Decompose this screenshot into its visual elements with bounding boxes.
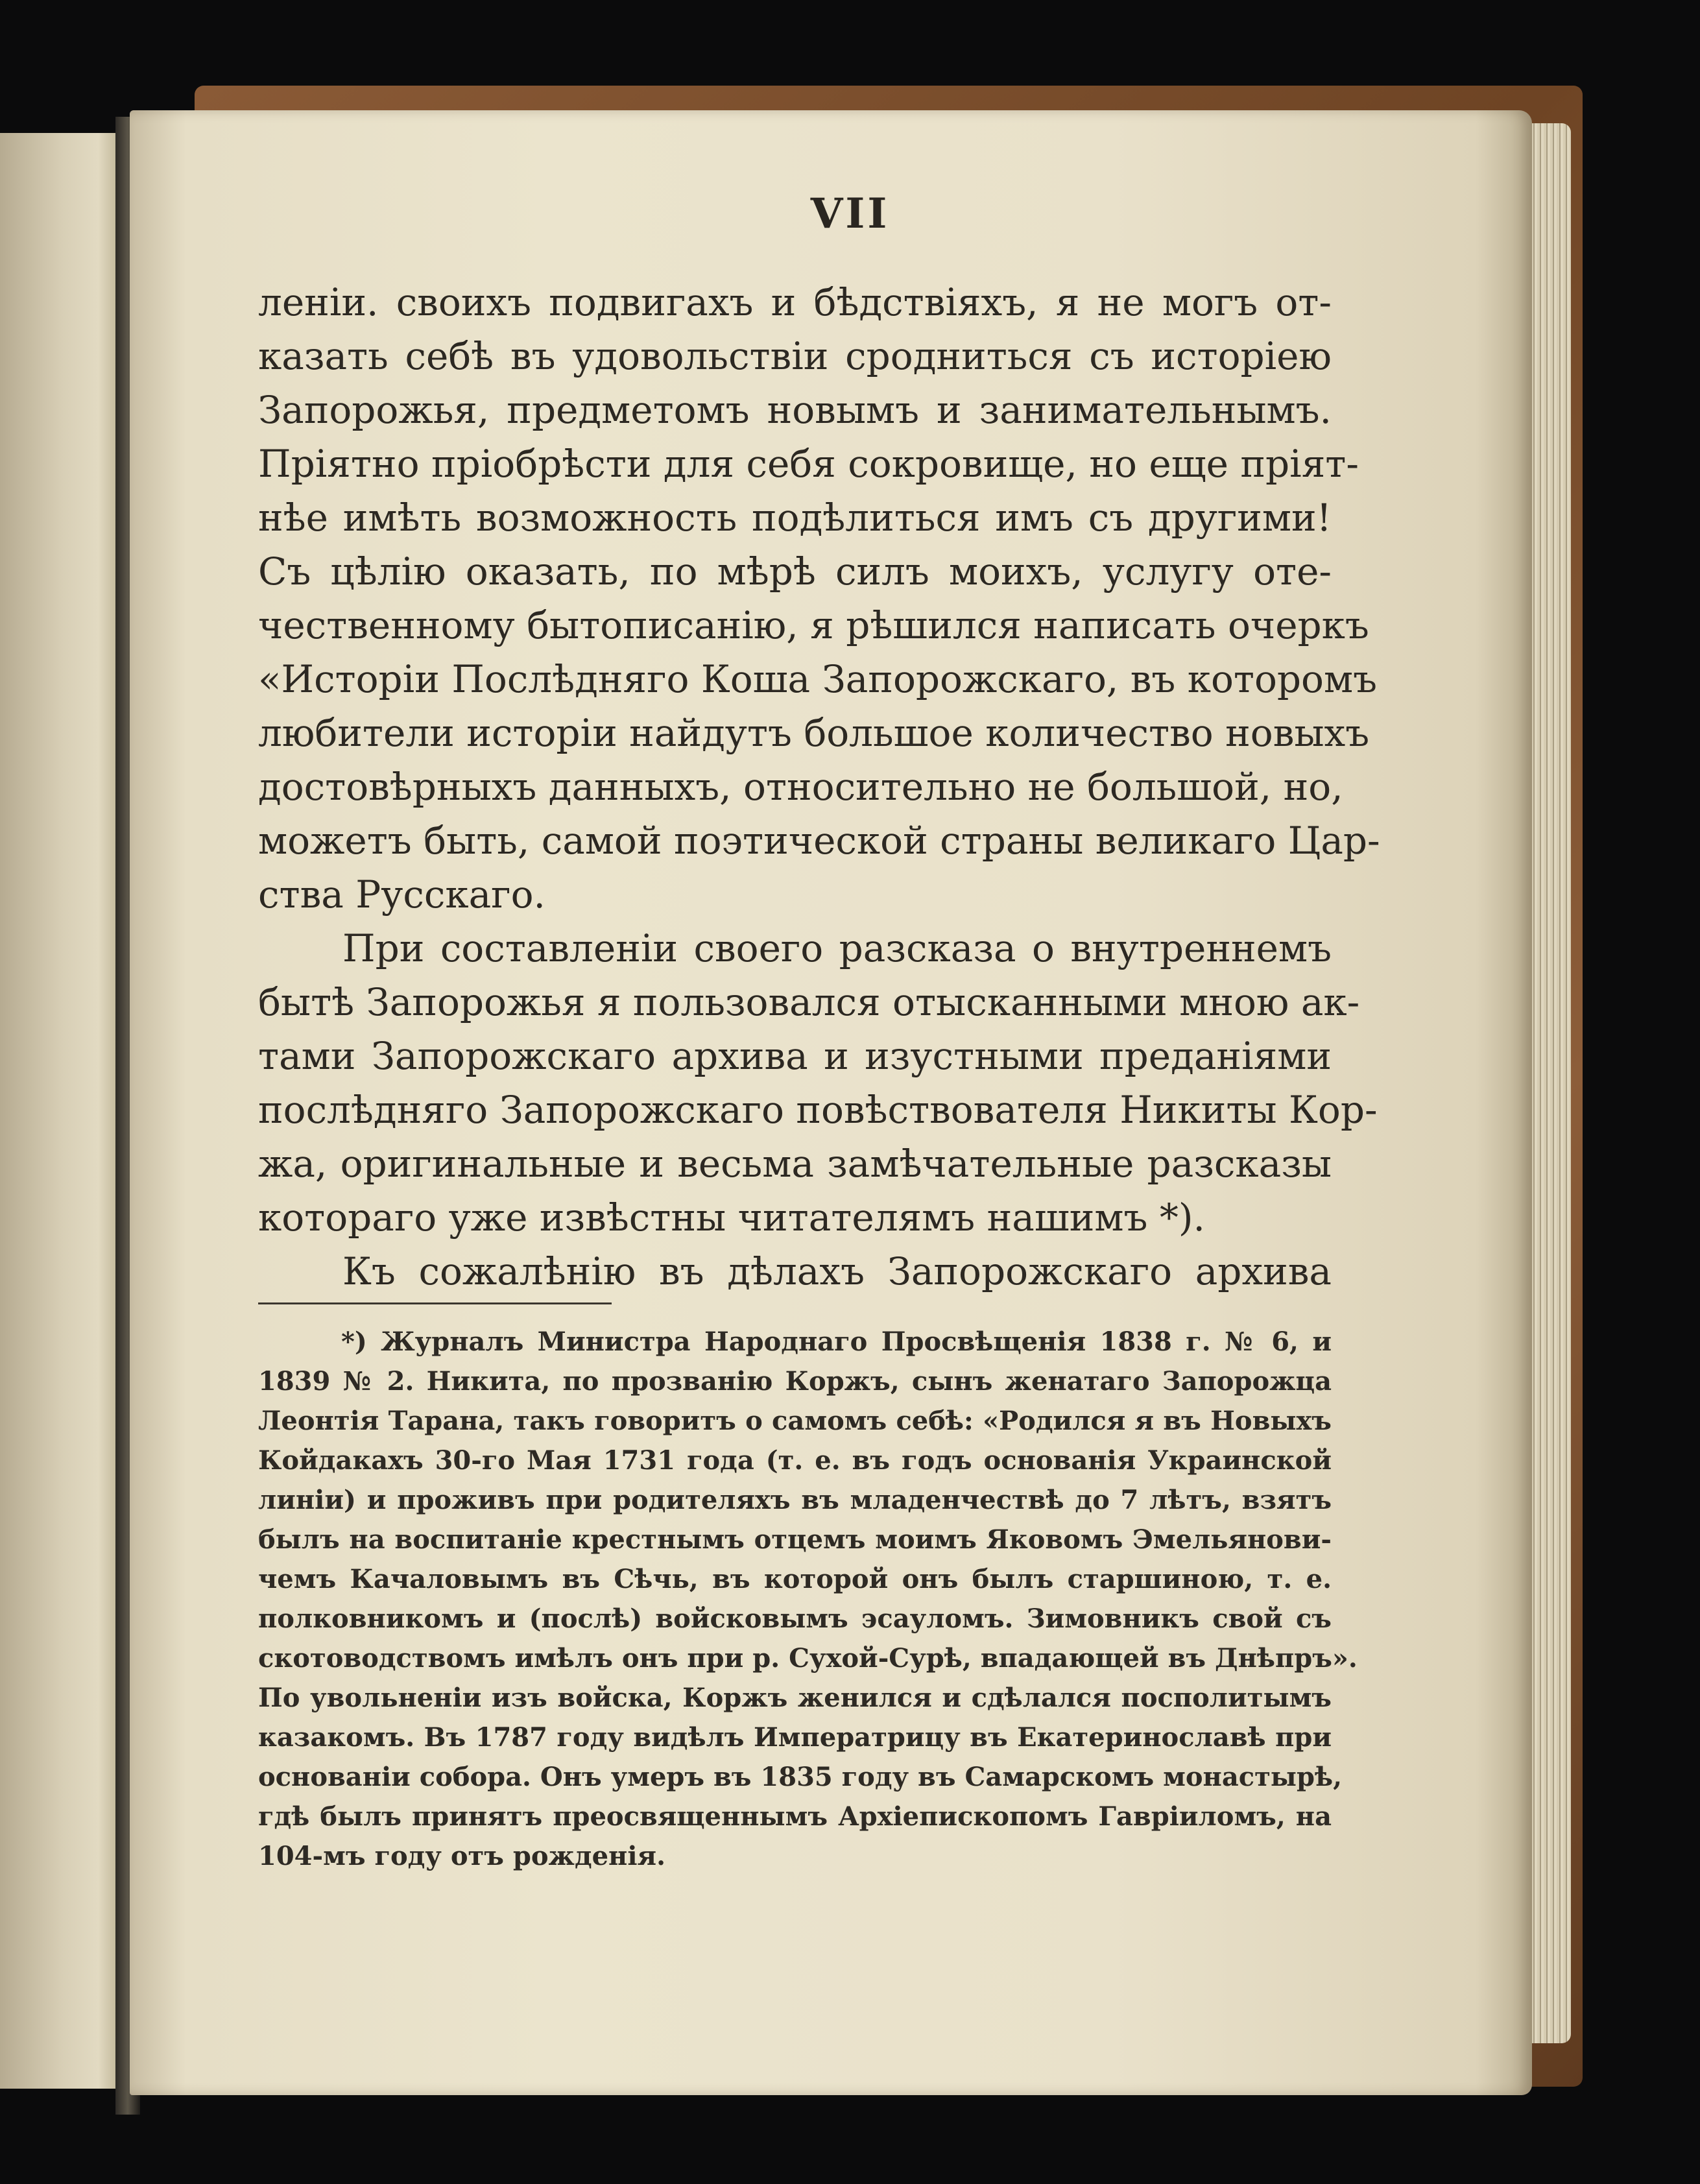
footnote-line: казакомъ. Въ 1787 году видѣлъ Императрицу въ Екатеринославѣ при	[258, 1722, 1332, 1753]
body-line: любители исторіи найдутъ большое количество новыхъ	[258, 711, 1370, 755]
footnote-line: По увольненіи изъ войска, Коржъ женился и сдѣлался посполитымъ	[258, 1683, 1332, 1713]
footnote-line: Койдакахъ 30-го Мая 1731 года (т. е. въ годъ основанія Украинской	[258, 1445, 1332, 1476]
footnote-separator	[258, 1302, 612, 1304]
footnote-line: линіи) и проживъ при родителяхъ въ младенчествѣ до 7 лѣтъ, взятъ	[258, 1485, 1332, 1515]
footnote-line: 1839 № 2. Никита, по прозванію Коржъ, сынъ женатаго Запорожца	[258, 1366, 1332, 1397]
footnote-line: основаніи собора. Онъ умеръ въ 1835 году въ Самарскомъ монастырѣ,	[258, 1762, 1342, 1792]
footnote-line: 104-мъ году отъ рожденія.	[258, 1841, 666, 1871]
body-line: «Исторіи Послѣдняго Коша Запорожскаго, въ которомъ	[258, 657, 1377, 701]
body-line: Пріятно пріобрѣсти для себя сокровище, но еще пріят-	[258, 442, 1359, 486]
footnote-line: полковникомъ и (послѣ) войсковымъ эсауломъ. Зимовникъ свой съ	[258, 1603, 1332, 1634]
body-line: бытѣ Запорожья я пользовался отысканными мною ак-	[258, 980, 1360, 1024]
body-line: тами Запорожскаго архива и изустными преданіями	[258, 1034, 1332, 1078]
body-line: нѣе имѣть возможность подѣлиться имъ съ другими!	[258, 496, 1332, 540]
body-line: достовѣрныхъ данныхъ, относительно не большой, но,	[258, 765, 1343, 809]
footnote-line: Леонтія Тарана, такъ говоритъ о самомъ себѣ: «Родился я въ Новыхъ	[258, 1406, 1332, 1436]
body-line: леніи. своихъ подвигахъ и бѣдствіяхъ, я не могъ от-	[258, 280, 1332, 324]
body-line: можетъ быть, самой поэтической страны великаго Цар-	[258, 819, 1380, 863]
body-line: жа, оригинальные и весьма замѣчательные разсказы	[258, 1142, 1332, 1186]
body-line: ства Русскаго.	[258, 872, 545, 917]
body-text	[258, 276, 1380, 1299]
body-line: казать себѣ въ удовольствіи сродниться съ исторіею	[258, 334, 1332, 378]
page-number: VII	[810, 189, 890, 238]
body-line: Запорожья, предметомъ новымъ и занимательнымъ.	[258, 388, 1332, 432]
body-line: При составленіи своего разсказа о внутреннемъ	[342, 926, 1332, 970]
left-page-edge	[0, 133, 117, 2089]
footnote	[258, 1322, 1358, 1876]
body-line: Къ сожалѣнію въ дѣлахъ Запорожскаго архива	[342, 1249, 1332, 1293]
body-line: чественному бытописанію, я рѣшился написать очеркъ	[258, 603, 1369, 647]
body-line: Съ цѣлію оказать, по мѣрѣ силъ моихъ, услугу оте-	[258, 549, 1332, 594]
footnote-line: скотоводствомъ имѣлъ онъ при р. Сухой-Сурѣ, впадающей въ Днѣпръ».	[258, 1643, 1358, 1674]
footnote-line: *) Журналъ Министра Народнаго Просвѣщенія 1838 г. № 6, и	[341, 1326, 1332, 1357]
footnote-line: былъ на воспитаніе крестнымъ отцемъ моимъ Яковомъ Эмельянови-	[258, 1524, 1332, 1555]
footnote-line: чемъ Качаловымъ въ Сѣчь, въ которой онъ былъ старшиною, т. е.	[258, 1564, 1332, 1594]
body-line: послѣдняго Запорожскаго повѣствователя Никиты Кор-	[258, 1088, 1378, 1132]
footnote-line: гдѣ былъ принятъ преосвященнымъ Архіепископомъ Гавріиломъ, на	[258, 1801, 1332, 1832]
body-line: котораго уже извѣстны читателямъ нашимъ *).	[258, 1195, 1205, 1240]
